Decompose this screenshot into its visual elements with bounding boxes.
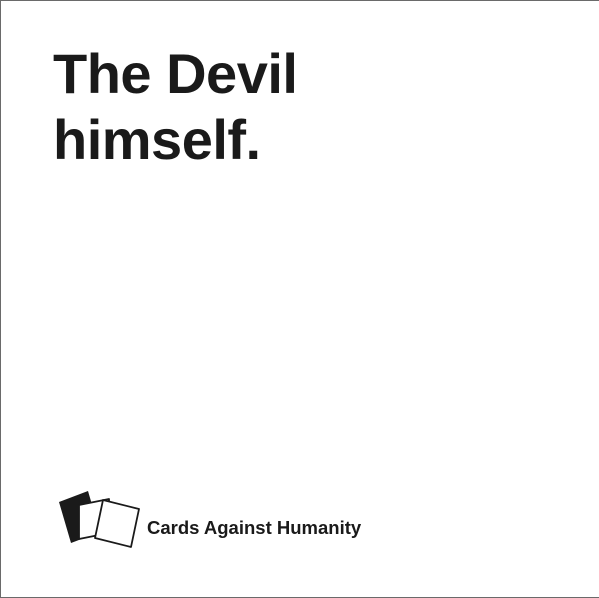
front-white-card-shape [95,500,139,547]
cards-stack-icon [57,487,147,553]
card-text [53,41,473,173]
card-text-line-1: The Devil [53,42,298,105]
card-text-line-2: himself. [53,108,261,171]
brand-name: Cards Against Humanity [147,517,362,538]
